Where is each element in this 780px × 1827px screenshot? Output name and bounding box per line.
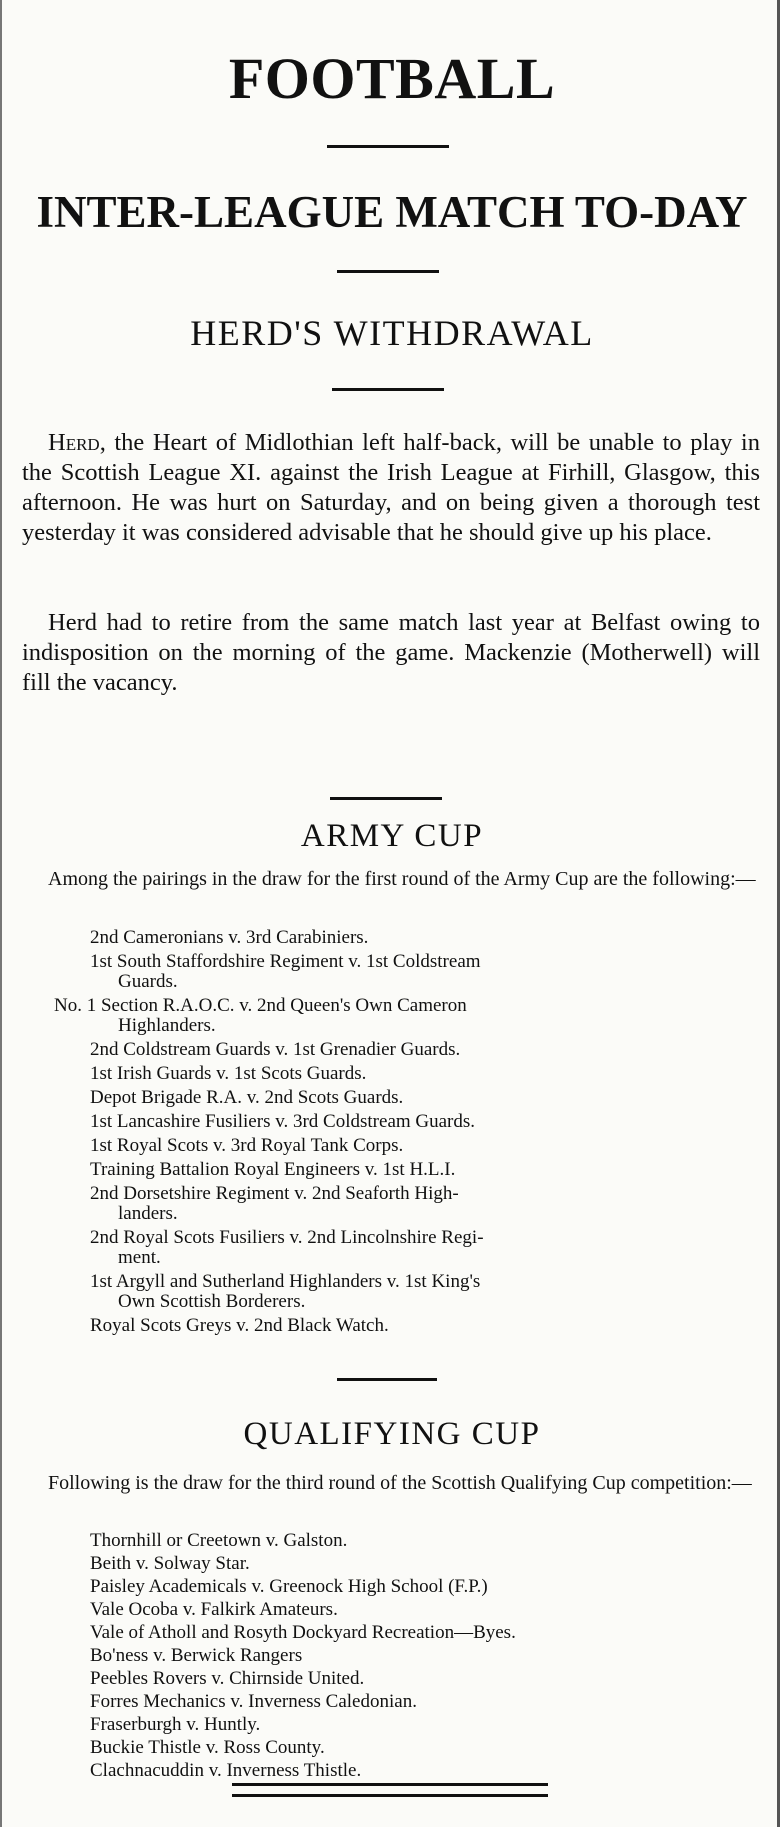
- lead-name: Herd: [48, 429, 100, 456]
- list-item: 2nd Royal Scots Fusiliers v. 2nd Lincolnshire Regi- ment.: [90, 1227, 484, 1268]
- list-item: Buckie Thistle v. Ross County.: [90, 1737, 325, 1758]
- story-paragraph-2: Herd had to retire from the same match last year at Belfast owing to indisposition on the morning of the game. Mackenzie (Motherwell) will fill the vacancy.: [22, 609, 760, 696]
- list-item: Beith v. Solway Star.: [90, 1553, 250, 1574]
- qualifying-cup-intro: Following is the draw for the third round of the Scottish Qualifying Cup competition:—: [48, 1472, 752, 1494]
- list-item: Bo'ness v. Berwick Rangers: [90, 1645, 303, 1666]
- list-item: Peebles Rovers v. Chirnside United.: [90, 1668, 365, 1689]
- list-item: Vale Ocoba v. Falkirk Amateurs.: [90, 1599, 338, 1620]
- end-rule: [232, 1783, 548, 1786]
- list-item: No. 1 Section R.A.O.C. v. 2nd Queen's Own Cameron Highlanders.: [54, 995, 467, 1036]
- divider-rule: [327, 145, 449, 148]
- divider-rule: [337, 1378, 437, 1381]
- army-cup-heading: ARMY CUP: [300, 818, 484, 854]
- divider-rule: [337, 270, 439, 273]
- army-cup-intro: Among the pairings in the draw for the first round of the Army Cup are the following:—: [48, 868, 756, 890]
- list-item: 2nd Dorsetshire Regiment v. 2nd Seaforth High- landers.: [90, 1183, 459, 1224]
- list-item: Fraserburgh v. Huntly.: [90, 1714, 261, 1735]
- list-item: 1st Lancashire Fusiliers v. 3rd Coldstream Guards.: [90, 1111, 476, 1132]
- army-cup-fixtures: [2, 928, 780, 1340]
- lead-text: , the Heart of Midlothian left half-back, will be unable to play in the Scottish League XI. against the Irish League at Firhill, Glasgow, this afternoon. He was hurt on Saturday, and on being given a thorough test yesterday it was considered advisable that he should give up his place.: [22, 429, 760, 546]
- list-item: Clachnacuddin v. Inverness Thistle.: [90, 1760, 362, 1781]
- list-item: 1st Royal Scots v. 3rd Royal Tank Corps.: [90, 1135, 404, 1156]
- list-item: 1st Irish Guards v. 1st Scots Guards.: [90, 1063, 367, 1084]
- divider-rule: [332, 388, 444, 391]
- list-item: 2nd Cameronians v. 3rd Carabiniers.: [90, 927, 369, 948]
- list-item: Thornhill or Creetown v. Galston.: [90, 1530, 348, 1551]
- qualifying-cup-fixtures: [2, 1531, 780, 1784]
- list-item: 2nd Coldstream Guards v. 1st Grenadier Guards.: [90, 1039, 461, 1060]
- list-item: Depot Brigade R.A. v. 2nd Scots Guards.: [90, 1087, 404, 1108]
- list-item: Training Battalion Royal Engineers v. 1st H.L.I.: [90, 1159, 456, 1180]
- list-item: Forres Mechanics v. Inverness Caledonian.: [90, 1691, 417, 1712]
- story-paragraph-1: [22, 428, 760, 548]
- list-item: Paisley Academicals v. Greenock High School (F.P.): [90, 1576, 488, 1597]
- list-item: Vale of Atholl and Rosyth Dockyard Recreation—Byes.: [90, 1622, 516, 1643]
- list-item: Royal Scots Greys v. 2nd Black Watch.: [90, 1315, 389, 1336]
- qualifying-cup-heading: QUALIFYING CUP: [243, 1416, 541, 1452]
- list-item: 1st Argyll and Sutherland Highlanders v. 1st King's Own Scottish Borderers.: [90, 1271, 481, 1312]
- divider-rule: [330, 797, 442, 800]
- end-rule: [232, 1794, 548, 1797]
- section-title: FOOTBALL: [228, 46, 556, 111]
- list-item: 1st South Staffordshire Regiment v. 1st Coldstream Guards.: [90, 951, 481, 992]
- subheadline: HERD'S WITHDRAWAL: [190, 313, 594, 353]
- headline: INTER-LEAGUE MATCH TO-DAY: [36, 187, 748, 237]
